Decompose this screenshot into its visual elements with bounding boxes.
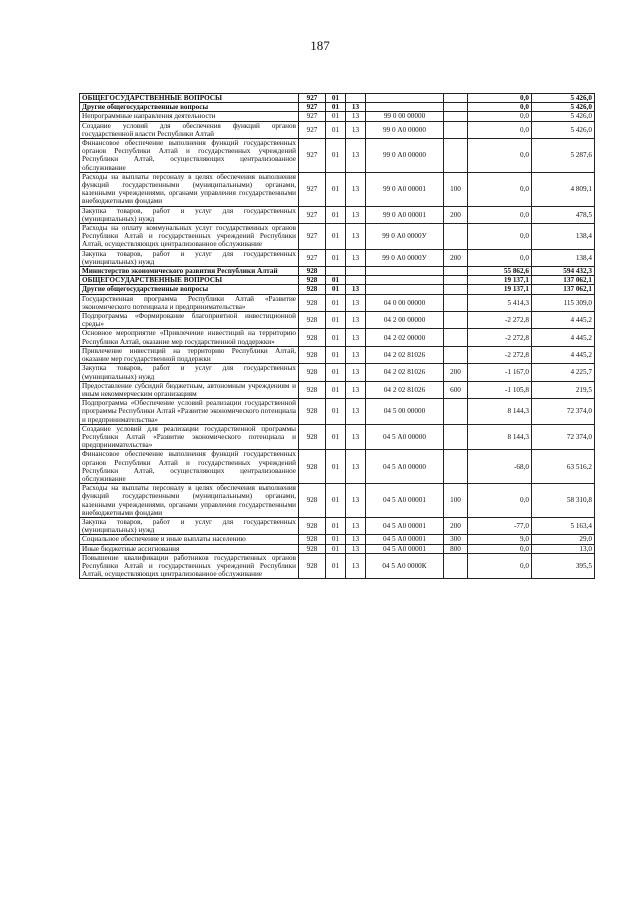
row-target-article-cell: [366, 276, 444, 285]
row-expense-type-cell: [444, 294, 468, 311]
row-expense-type-cell: [444, 285, 468, 294]
row-code-cell: 927: [299, 249, 326, 266]
row-expense-type-cell: [444, 329, 468, 346]
row-amount-change-cell: -2 272,8: [468, 346, 532, 363]
table-row: [80, 399, 595, 425]
row-code-cell: 927: [299, 112, 326, 121]
row-subsection-cell: 13: [346, 399, 366, 425]
row-amount-total-cell: 478,5: [532, 206, 595, 223]
row-subsection-cell: [346, 94, 366, 103]
row-amount-change-cell: -68,0: [468, 450, 532, 484]
row-code-cell: 928: [299, 399, 326, 425]
table-row: [80, 94, 595, 103]
row-name-cell: Финансовое обеспечение выполнения функций государственных органов Республики Алтай и государственных учреждений Республики Алтай, осуществляющих централизованное обслуживание: [80, 450, 299, 484]
row-code-cell: 928: [299, 285, 326, 294]
row-target-article-cell: 04 2 02 81026: [366, 364, 444, 381]
row-section-cell: 01: [326, 312, 346, 329]
row-expense-type-cell: [444, 103, 468, 112]
row-section-cell: 01: [326, 364, 346, 381]
row-amount-change-cell: 0,0: [468, 484, 532, 518]
row-expense-type-cell: [444, 553, 468, 579]
row-target-article-cell: 04 5 А0 00001: [366, 535, 444, 544]
table-row: [80, 553, 595, 579]
row-subsection-cell: 13: [346, 517, 366, 534]
row-subsection-cell: 13: [346, 249, 366, 266]
row-subsection-cell: 13: [346, 381, 366, 398]
row-name-cell: Другие общегосударственные вопросы: [80, 285, 299, 294]
table-row: [80, 450, 595, 484]
table-row: [80, 544, 595, 553]
row-section-cell: 01: [326, 544, 346, 553]
table-row: [80, 484, 595, 518]
row-expense-type-cell: [444, 276, 468, 285]
row-amount-total-cell: 395,5: [532, 553, 595, 579]
row-code-cell: 928: [299, 276, 326, 285]
row-section-cell: 01: [326, 381, 346, 398]
row-subsection-cell: 13: [346, 206, 366, 223]
row-name-cell: Создание условий для реализации государственной программы Республики Алтай «Развитие экономического потенциала и предпринимательства»: [80, 424, 299, 450]
row-subsection-cell: 13: [346, 172, 366, 206]
row-subsection-cell: 13: [346, 424, 366, 450]
row-target-article-cell: [366, 267, 444, 276]
row-name-cell: Финансовое обеспечение выполнения функций государственных органов Республики Алтай и государственных учреждений Республики Алтай, осуществляющих централизованное обслуживание: [80, 139, 299, 173]
table-row: [80, 103, 595, 112]
row-expense-type-cell: [444, 424, 468, 450]
row-amount-change-cell: 0,0: [468, 139, 532, 173]
row-code-cell: 927: [299, 94, 326, 103]
row-section-cell: 01: [326, 249, 346, 266]
page-number: 187: [310, 38, 330, 53]
table-row: [80, 381, 595, 398]
row-code-cell: 928: [299, 364, 326, 381]
row-section-cell: 01: [326, 94, 346, 103]
row-name-cell: Непрограммные направления деятельности: [80, 112, 299, 121]
row-section-cell: 01: [326, 121, 346, 138]
row-subsection-cell: 13: [346, 364, 366, 381]
row-name-cell: Расходы на оплату коммунальных услуг государственных органов Республики Алтай и государственных учреждений Республики Алтай, осуществляющих централизованное обслуживание: [80, 224, 299, 250]
row-expense-type-cell: [444, 312, 468, 329]
row-code-cell: 928: [299, 312, 326, 329]
row-subsection-cell: 13: [346, 329, 366, 346]
row-expense-type-cell: 800: [444, 544, 468, 553]
row-expense-type-cell: [444, 267, 468, 276]
row-subsection-cell: 13: [346, 285, 366, 294]
table-row: [80, 329, 595, 346]
row-target-article-cell: 04 2 00 00000: [366, 312, 444, 329]
row-amount-change-cell: 0,0: [468, 112, 532, 121]
row-amount-total-cell: 4 445,2: [532, 346, 595, 363]
row-section-cell: 01: [326, 424, 346, 450]
row-amount-change-cell: 0,0: [468, 224, 532, 250]
row-amount-change-cell: 5 414,3: [468, 294, 532, 311]
row-name-cell: Министерство экономического развития Республики Алтай: [80, 267, 299, 276]
row-section-cell: 01: [326, 450, 346, 484]
row-code-cell: 927: [299, 103, 326, 112]
row-target-article-cell: [366, 103, 444, 112]
row-section-cell: 01: [326, 535, 346, 544]
row-amount-change-cell: -2 272,8: [468, 329, 532, 346]
table-row: [80, 535, 595, 544]
row-subsection-cell: 13: [346, 535, 366, 544]
row-name-cell: ОБЩЕГОСУДАРСТВЕННЫЕ ВОПРОСЫ: [80, 94, 299, 103]
row-amount-total-cell: 63 516,2: [532, 450, 595, 484]
row-expense-type-cell: 200: [444, 206, 468, 223]
row-name-cell: ОБЩЕГОСУДАРСТВЕННЫЕ ВОПРОСЫ: [80, 276, 299, 285]
row-name-cell: Повышение квалификации работников государственных органов Республики Алтай и государственных учреждений Республики Алтай, осуществляющих централизованное обслуживание: [80, 553, 299, 579]
row-name-cell: Подпрограмма «Обеспечение условий реализации государственной программы Республики Алтай «Развитие экономического потенциала и предпринимательства»: [80, 399, 299, 425]
row-section-cell: 01: [326, 346, 346, 363]
row-expense-type-cell: [444, 121, 468, 138]
budget-table-body: [80, 94, 595, 579]
row-amount-total-cell: 58 310,8: [532, 484, 595, 518]
row-amount-total-cell: 4 445,2: [532, 312, 595, 329]
row-section-cell: 01: [326, 172, 346, 206]
row-code-cell: 928: [299, 535, 326, 544]
row-amount-change-cell: 9,0: [468, 535, 532, 544]
row-code-cell: 927: [299, 139, 326, 173]
row-name-cell: Иные бюджетные ассигнования: [80, 544, 299, 553]
table-row: [80, 364, 595, 381]
row-expense-type-cell: [444, 450, 468, 484]
row-target-article-cell: 04 2 02 81026: [366, 346, 444, 363]
row-code-cell: 928: [299, 329, 326, 346]
row-code-cell: 927: [299, 224, 326, 250]
table-row: [80, 249, 595, 266]
row-section-cell: 01: [326, 206, 346, 223]
row-subsection-cell: 13: [346, 294, 366, 311]
row-code-cell: 928: [299, 484, 326, 518]
row-section-cell: 01: [326, 484, 346, 518]
table-row: [80, 139, 595, 173]
row-target-article-cell: 99 0 А0 0000У: [366, 224, 444, 250]
budget-table: [79, 93, 595, 579]
row-target-article-cell: 04 5 А0 00001: [366, 544, 444, 553]
table-row: [80, 172, 595, 206]
row-amount-total-cell: 219,5: [532, 381, 595, 398]
row-amount-change-cell: 0,0: [468, 94, 532, 103]
row-subsection-cell: 13: [346, 484, 366, 518]
row-subsection-cell: 13: [346, 103, 366, 112]
row-expense-type-cell: [444, 399, 468, 425]
row-expense-type-cell: 200: [444, 249, 468, 266]
row-amount-total-cell: 138,4: [532, 249, 595, 266]
row-target-article-cell: 04 2 02 00000: [366, 329, 444, 346]
row-subsection-cell: 13: [346, 112, 366, 121]
row-amount-change-cell: 0,0: [468, 206, 532, 223]
row-code-cell: 928: [299, 424, 326, 450]
row-name-cell: Закупка товаров, работ и услуг для государственных (муниципальных) нужд: [80, 364, 299, 381]
row-expense-type-cell: 200: [444, 517, 468, 534]
row-code-cell: 928: [299, 346, 326, 363]
row-code-cell: 928: [299, 294, 326, 311]
row-name-cell: Основное мероприятие «Привлечение инвестиций на территорию Республики Алтай, оказание мер государственной поддержки»: [80, 329, 299, 346]
row-target-article-cell: 04 5 А0 00001: [366, 484, 444, 518]
row-amount-total-cell: 5 426,0: [532, 112, 595, 121]
row-code-cell: 927: [299, 121, 326, 138]
row-amount-total-cell: 138,4: [532, 224, 595, 250]
row-target-article-cell: [366, 285, 444, 294]
row-code-cell: 928: [299, 544, 326, 553]
row-amount-change-cell: 0,0: [468, 172, 532, 206]
row-target-article-cell: [366, 94, 444, 103]
row-amount-total-cell: 5 426,0: [532, 121, 595, 138]
row-section-cell: 01: [326, 276, 346, 285]
row-name-cell: Другие общегосударственные вопросы: [80, 103, 299, 112]
row-expense-type-cell: [444, 112, 468, 121]
row-section-cell: 01: [326, 112, 346, 121]
row-amount-change-cell: 0,0: [468, 103, 532, 112]
row-code-cell: 927: [299, 206, 326, 223]
table-row: [80, 285, 595, 294]
row-amount-change-cell: -77,0: [468, 517, 532, 534]
row-name-cell: Социальное обеспечение и иные выплаты населению: [80, 535, 299, 544]
row-expense-type-cell: [444, 346, 468, 363]
table-row: [80, 294, 595, 311]
row-name-cell: Предоставление субсидий бюджетным, автономным учреждениям и иным некоммерческим организациям: [80, 381, 299, 398]
row-amount-total-cell: 5 287,6: [532, 139, 595, 173]
table-row: [80, 121, 595, 138]
table-row: [80, 224, 595, 250]
row-section-cell: 01: [326, 285, 346, 294]
row-subsection-cell: 13: [346, 346, 366, 363]
row-expense-type-cell: 600: [444, 381, 468, 398]
row-amount-change-cell: -1 105,8: [468, 381, 532, 398]
row-expense-type-cell: 100: [444, 172, 468, 206]
row-amount-change-cell: 0,0: [468, 249, 532, 266]
row-amount-total-cell: 5 426,0: [532, 94, 595, 103]
row-section-cell: 01: [326, 294, 346, 311]
row-code-cell: 928: [299, 267, 326, 276]
row-amount-total-cell: 72 374,0: [532, 399, 595, 425]
row-amount-total-cell: 137 062,1: [532, 276, 595, 285]
row-name-cell: Закупка товаров, работ и услуг для государственных (муниципальных) нужд: [80, 206, 299, 223]
row-section-cell: 01: [326, 399, 346, 425]
table-row: [80, 312, 595, 329]
row-target-article-cell: 04 2 02 81026: [366, 381, 444, 398]
row-code-cell: 928: [299, 517, 326, 534]
row-amount-total-cell: 29,0: [532, 535, 595, 544]
row-expense-type-cell: 100: [444, 484, 468, 518]
row-target-article-cell: 04 5 00 00000: [366, 399, 444, 425]
row-target-article-cell: 04 5 А0 00000: [366, 450, 444, 484]
row-amount-total-cell: 72 374,0: [532, 424, 595, 450]
table-row: [80, 517, 595, 534]
table-row: [80, 276, 595, 285]
row-amount-change-cell: 0,0: [468, 544, 532, 553]
row-code-cell: 928: [299, 381, 326, 398]
row-code-cell: 928: [299, 450, 326, 484]
row-subsection-cell: 13: [346, 450, 366, 484]
row-amount-total-cell: 4 445,2: [532, 329, 595, 346]
row-subsection-cell: 13: [346, 312, 366, 329]
row-expense-type-cell: 200: [444, 364, 468, 381]
row-section-cell: 01: [326, 329, 346, 346]
row-subsection-cell: 13: [346, 139, 366, 173]
row-section-cell: 01: [326, 139, 346, 173]
row-amount-total-cell: 5 163,4: [532, 517, 595, 534]
row-amount-change-cell: 19 137,1: [468, 276, 532, 285]
row-amount-total-cell: 4 809,1: [532, 172, 595, 206]
row-amount-total-cell: 5 426,0: [532, 103, 595, 112]
row-subsection-cell: 13: [346, 121, 366, 138]
row-target-article-cell: 04 5 А0 00001: [366, 517, 444, 534]
row-target-article-cell: 99 0 А0 00001: [366, 206, 444, 223]
table-row: [80, 424, 595, 450]
row-target-article-cell: 04 5 А0 00000: [366, 424, 444, 450]
row-subsection-cell: 13: [346, 224, 366, 250]
table-row: [80, 112, 595, 121]
row-name-cell: Подпрограмма «Формирование благоприятной инвестиционной среды»: [80, 312, 299, 329]
table-row: [80, 346, 595, 363]
row-subsection-cell: 13: [346, 544, 366, 553]
row-amount-change-cell: 0,0: [468, 553, 532, 579]
row-name-cell: Закупка товаров, работ и услуг для государственных (муниципальных) нужд: [80, 249, 299, 266]
row-name-cell: Привлечение инвестиций на территорию Республики Алтай, оказание мер государственной поддержки: [80, 346, 299, 363]
row-code-cell: 927: [299, 172, 326, 206]
row-name-cell: Расходы на выплаты персоналу в целях обеспечения выполнения функций государственными (муниципальными) органами, казенными учреждениями, органами управления государственными внебюджетными фондами: [80, 172, 299, 206]
row-subsection-cell: 13: [346, 553, 366, 579]
row-expense-type-cell: 300: [444, 535, 468, 544]
row-target-article-cell: 99 0 А0 00000: [366, 121, 444, 138]
row-name-cell: Государственная программа Республики Алтай «Развитие экономического потенциала и предпринимательства»: [80, 294, 299, 311]
row-expense-type-cell: [444, 139, 468, 173]
row-name-cell: Расходы на выплаты персоналу в целях обеспечения выполнения функций государственными (муниципальными) органами, казенными учреждениями, органами управления государственными внебюджетными фондами: [80, 484, 299, 518]
row-expense-type-cell: [444, 224, 468, 250]
row-subsection-cell: [346, 276, 366, 285]
row-code-cell: 928: [299, 553, 326, 579]
row-amount-change-cell: 19 137,1: [468, 285, 532, 294]
row-amount-change-cell: -2 272,8: [468, 312, 532, 329]
row-amount-total-cell: 4 225,7: [532, 364, 595, 381]
row-target-article-cell: 04 0 00 00000: [366, 294, 444, 311]
row-target-article-cell: 99 0 А0 0000У: [366, 249, 444, 266]
row-amount-change-cell: 8 144,3: [468, 424, 532, 450]
row-amount-change-cell: -1 167,0: [468, 364, 532, 381]
row-target-article-cell: 99 0 00 00000: [366, 112, 444, 121]
row-section-cell: 01: [326, 553, 346, 579]
row-target-article-cell: 99 0 А0 00001: [366, 172, 444, 206]
row-section-cell: 01: [326, 103, 346, 112]
row-amount-total-cell: 137 062,1: [532, 285, 595, 294]
row-section-cell: [326, 267, 346, 276]
row-name-cell: Создание условий для обеспечения функций органов государственной власти Республики Алтай: [80, 121, 299, 138]
row-target-article-cell: 99 0 А0 00000: [366, 139, 444, 173]
table-row: [80, 206, 595, 223]
row-section-cell: 01: [326, 517, 346, 534]
table-row: [80, 267, 595, 276]
row-amount-total-cell: 13,0: [532, 544, 595, 553]
row-expense-type-cell: [444, 94, 468, 103]
row-section-cell: 01: [326, 224, 346, 250]
row-amount-total-cell: 594 432,3: [532, 267, 595, 276]
row-amount-change-cell: 0,0: [468, 121, 532, 138]
row-amount-change-cell: 55 862,6: [468, 267, 532, 276]
row-subsection-cell: [346, 267, 366, 276]
row-target-article-cell: 04 5 А0 0000К: [366, 553, 444, 579]
row-amount-change-cell: 8 144,3: [468, 399, 532, 425]
row-name-cell: Закупка товаров, работ и услуг для государственных (муниципальных) нужд: [80, 517, 299, 534]
row-amount-total-cell: 115 309,0: [532, 294, 595, 311]
